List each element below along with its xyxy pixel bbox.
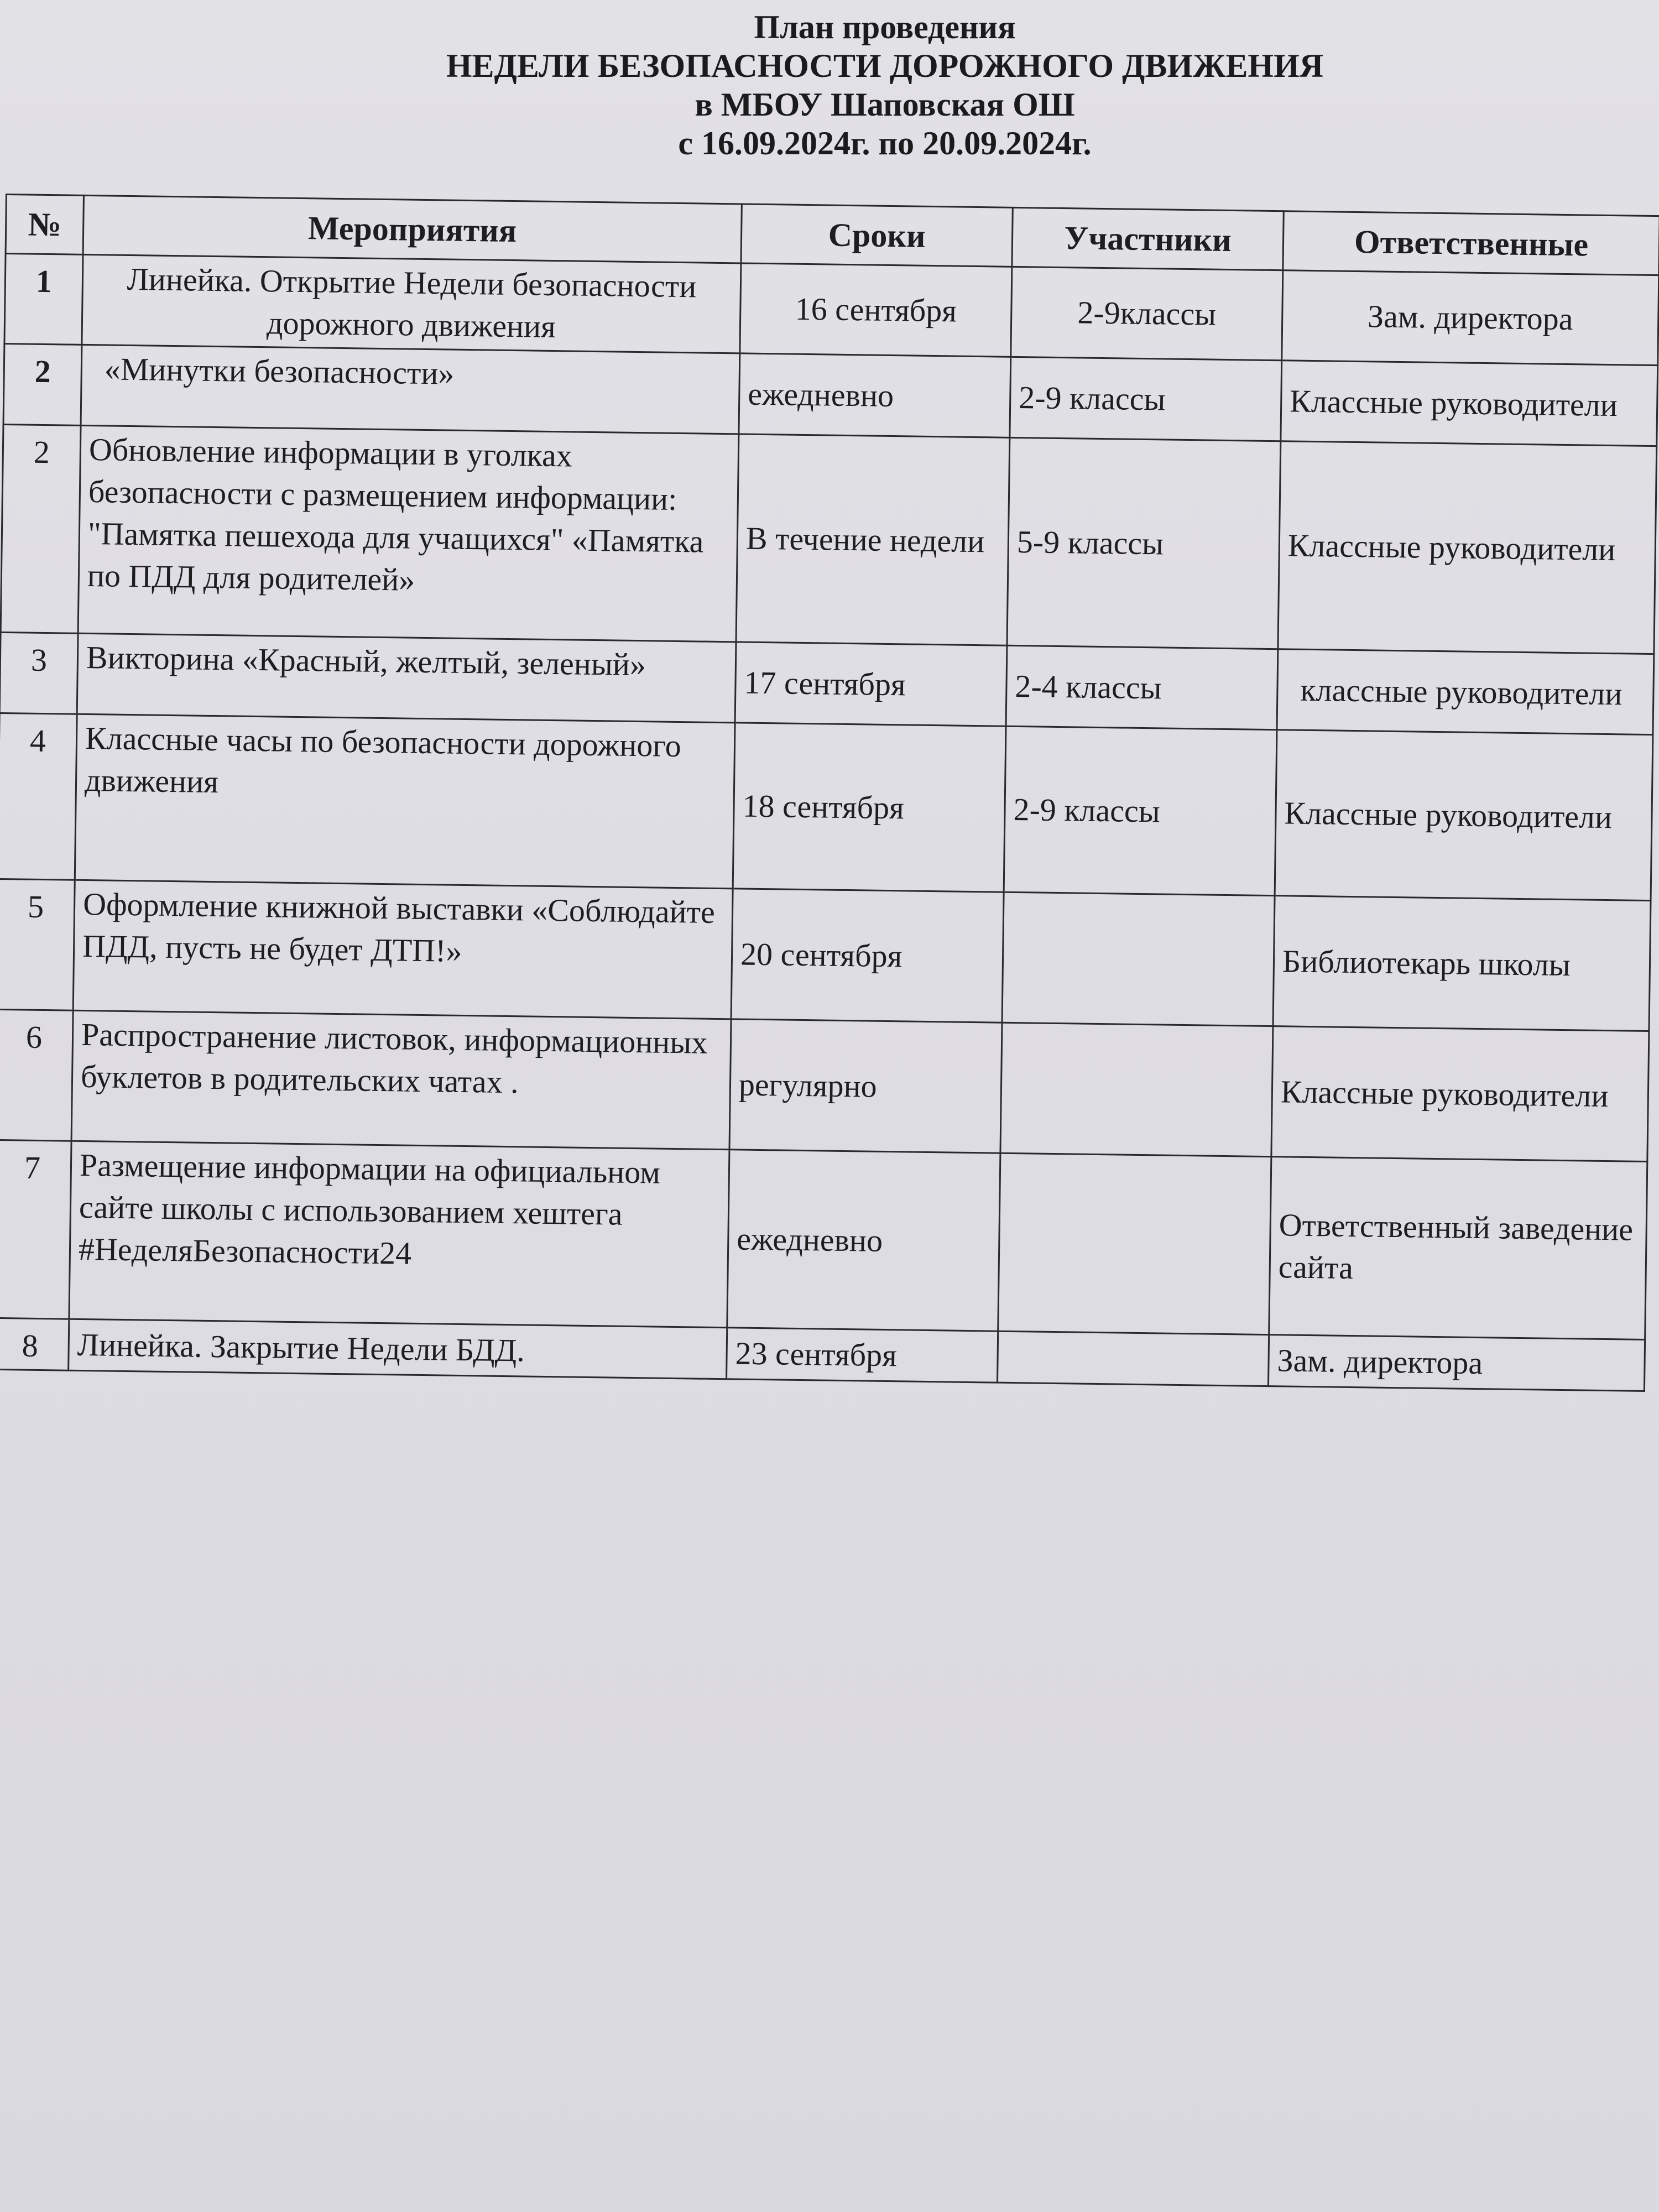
row-event: Линейка. Открытие Недели безопасности дорожного движения [82, 254, 741, 353]
row-event: Распространение листовок, информационных буклетов в родительских чатах . [71, 1010, 731, 1150]
row-num: 4 [0, 713, 77, 880]
row-event: Линейка. Закрытие Недели БДД. [69, 1319, 727, 1379]
row-num: 2 [3, 343, 82, 425]
row-num: 1 [4, 254, 83, 345]
row-participants [998, 1153, 1271, 1334]
row-num: 8 [0, 1318, 69, 1370]
title-line-2: НЕДЕЛИ БЕЗОПАСНОСТИ ДОРОЖНОГО ДВИЖЕНИЯ [446, 48, 1324, 84]
row-num: 2 [1, 424, 81, 633]
title-line-3: в МБОУ Шаповская ОШ [695, 86, 1075, 123]
row-event: Викторина «Красный, желтый, зеленый» [77, 633, 736, 723]
table-row [0, 713, 1653, 900]
row-participants: 2-9 классы [1010, 357, 1282, 441]
row-event: Классные часы по безопасности дорожного движения [75, 714, 735, 889]
row-event: Оформление книжной выставки «Соблюдайте ПДД, пусть не будет ДТП!» [73, 880, 733, 1019]
row-date: 23 сентября [727, 1328, 998, 1383]
table-row [1, 424, 1657, 654]
row-responsible: Классные руководители [1275, 730, 1653, 901]
row-date: ежедневно [727, 1150, 1000, 1331]
row-responsible: классные руководители [1277, 649, 1654, 735]
row-num: 3 [0, 632, 78, 714]
row-num: 6 [0, 1009, 73, 1141]
header-responsible: Ответственные [1283, 211, 1659, 275]
title-line-1: План проведения [754, 9, 1016, 45]
header-participants: Участники [1012, 207, 1284, 270]
table-row [0, 1140, 1647, 1339]
row-participants: 2-4 классы [1006, 645, 1278, 729]
row-date: регулярно [729, 1019, 1002, 1153]
row-date: 16 сентября [740, 263, 1012, 357]
document-title [0, 8, 1659, 163]
row-participants: 2-9 классы [1004, 726, 1277, 895]
header-event: Мероприятия [83, 195, 742, 263]
row-num: 5 [0, 879, 75, 1010]
row-date: 20 сентября [731, 889, 1004, 1022]
row-date: 17 сентября [735, 642, 1007, 726]
row-participants [998, 1331, 1269, 1386]
row-responsible: Классные руководители [1271, 1026, 1649, 1162]
table-row [0, 879, 1651, 1031]
row-event: Размещение информации на официальном сайте школы с использованием хештега #НеделяБезопасности24 [69, 1141, 729, 1328]
row-responsible: Библиотекарь школы [1273, 896, 1651, 1031]
header-date: Сроки [741, 204, 1013, 267]
row-participants [1000, 1022, 1273, 1156]
title-line-4: с 16.09.2024г. по 20.09.2024г. [678, 125, 1092, 161]
row-date: ежедневно [739, 353, 1011, 437]
row-date: В течение недели [736, 434, 1010, 645]
row-participants [1002, 892, 1275, 1026]
row-responsible: Классные руководители [1278, 441, 1657, 654]
row-responsible: Зам. директора [1282, 270, 1659, 366]
row-date: 18 сентября [733, 723, 1006, 892]
row-event: «Минутки безопасности» [81, 345, 740, 434]
header-num: № [6, 195, 84, 255]
row-responsible: Зам. директора [1268, 1335, 1645, 1391]
row-participants: 5-9 классы [1007, 437, 1281, 649]
row-participants: 2-9классы [1011, 267, 1283, 360]
plan-table [0, 194, 1659, 1392]
row-responsible: Классные руководители [1281, 361, 1658, 446]
row-responsible: Ответственный заведение сайта [1269, 1157, 1647, 1340]
row-event: Обновление информации в уголках безопасности с размещением информации: "Памятка пешехода для учащихся" «Памятка по ПДД для родителей» [78, 425, 739, 642]
table-row [0, 1009, 1649, 1161]
row-num: 7 [0, 1140, 71, 1319]
